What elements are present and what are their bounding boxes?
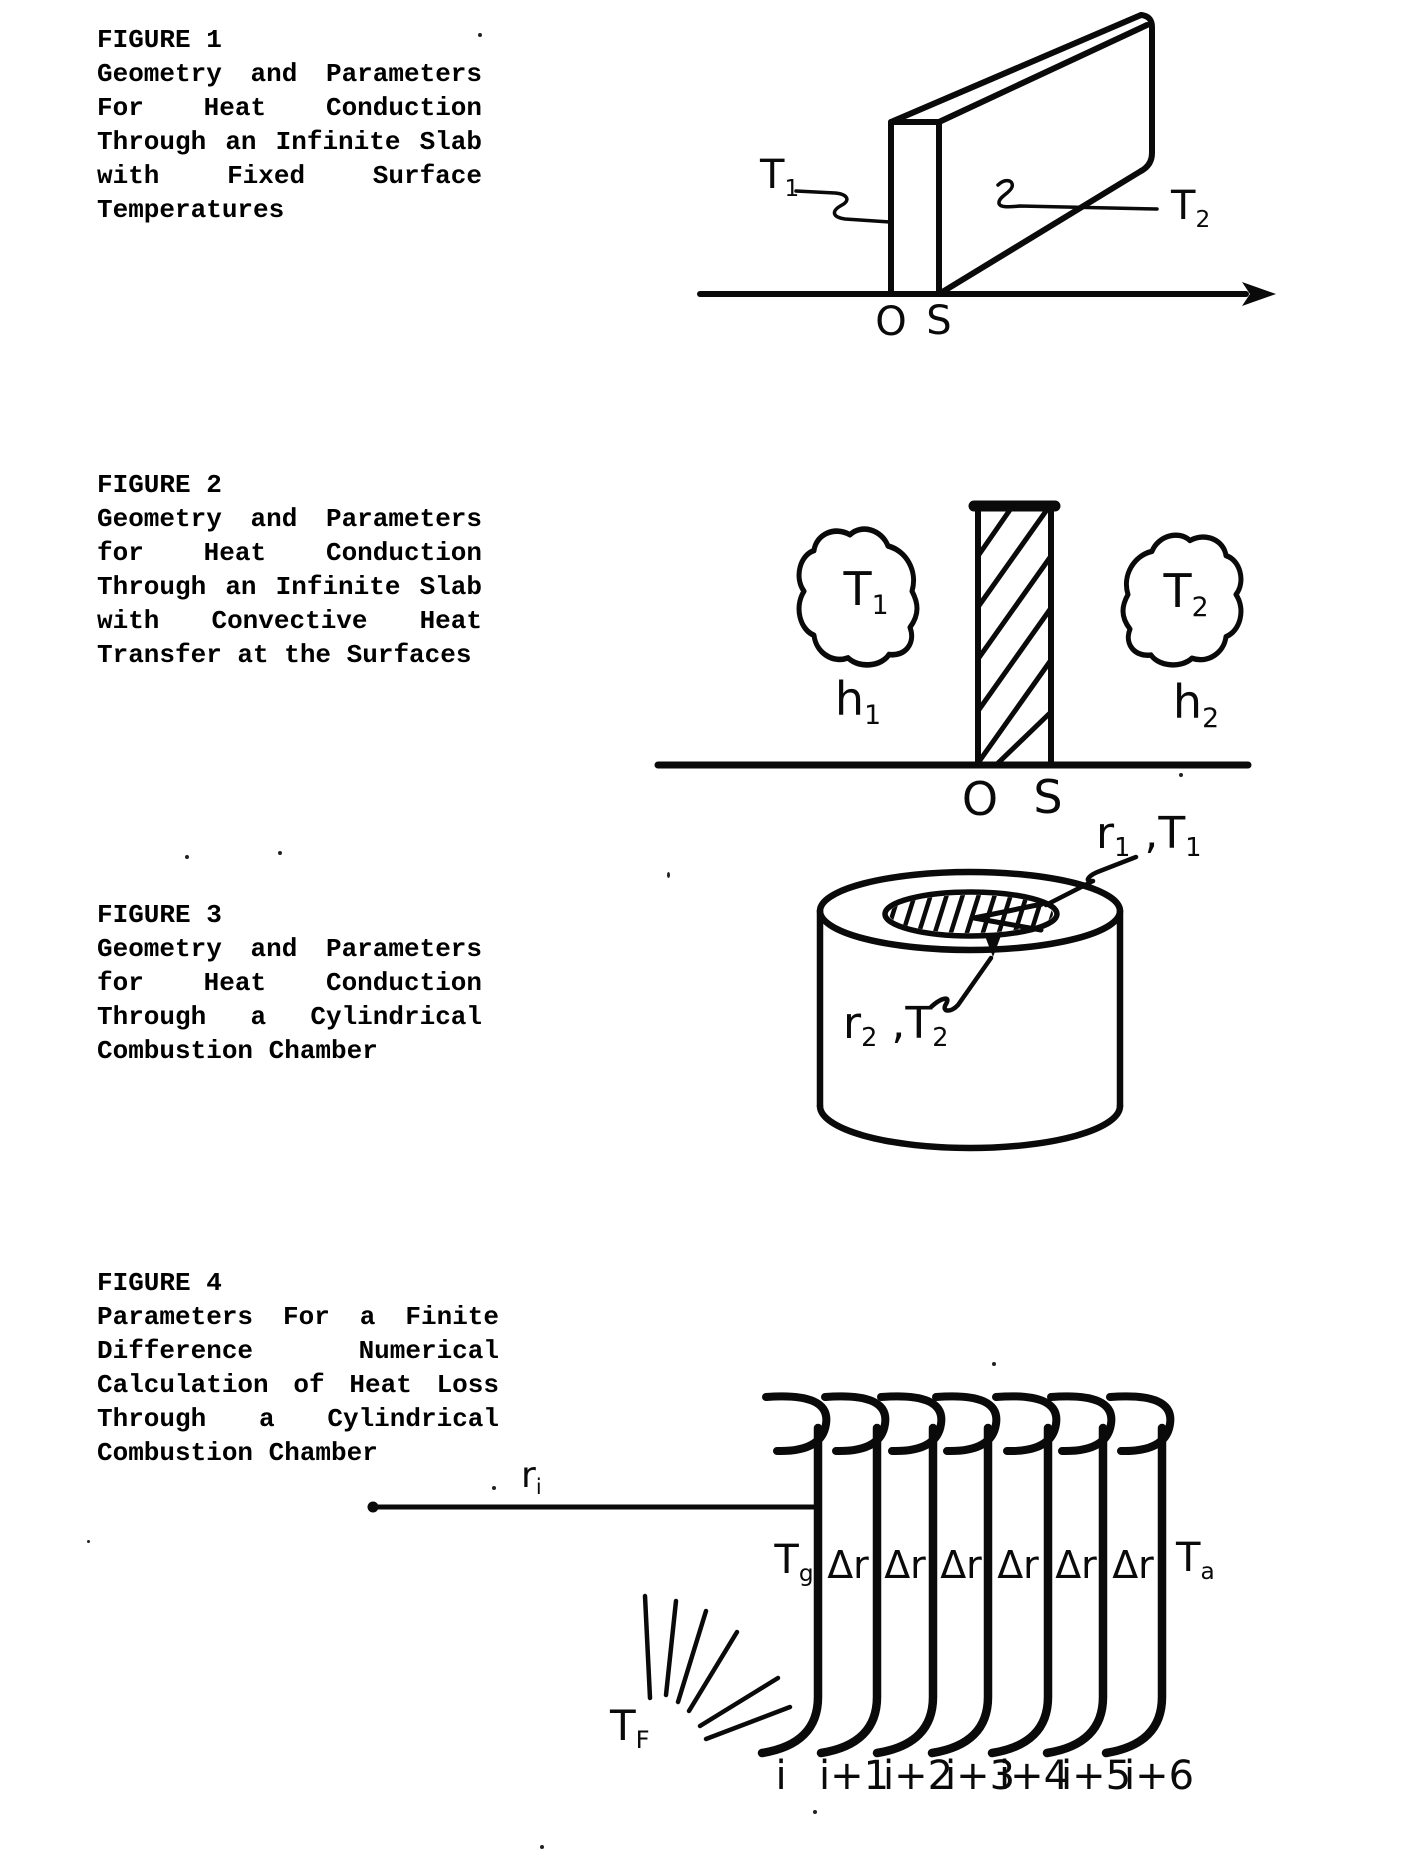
caption-line: with Convective Heat — [97, 606, 482, 636]
node-index-label: i+2 — [882, 1753, 954, 1799]
caption-line: Through a Cylindrical — [97, 1404, 499, 1434]
slab-hatching — [978, 504, 1051, 765]
caption-line: Geometry and Parameters — [97, 504, 482, 534]
figure-4-title: FIGURE 4 — [97, 1268, 222, 1298]
slab-bottom-right-edge — [939, 171, 1141, 294]
caption-line: For Heat Conduction — [97, 93, 482, 123]
caption-line: Temperatures — [97, 195, 285, 225]
caption-line: with Fixed Surface — [97, 161, 482, 191]
caption-line: Parameters For a Finite — [97, 1302, 499, 1332]
scan-speckle — [540, 1845, 544, 1849]
delta-r-label: Δr — [1055, 1543, 1097, 1587]
figure-3-title: FIGURE 3 — [97, 900, 222, 930]
caption-line: Combustion Chamber — [97, 1036, 378, 1066]
caption-line: for Heat Conduction — [97, 968, 482, 998]
temperature-label-t1: T1 — [760, 152, 800, 202]
shell-top-arcs — [766, 1396, 1170, 1451]
origin-label: O — [875, 299, 907, 345]
inner-radius-temp-label-r1t1: r1 ,T1 — [1096, 808, 1202, 864]
delta-r-label: Δr — [940, 1543, 982, 1587]
scan-speckle — [185, 855, 189, 859]
slab-top-right-edge — [939, 25, 1147, 122]
thickness-label-s: S — [926, 298, 952, 344]
scan-speckle — [1179, 773, 1183, 777]
film-coefficient-label-h2: h2 — [1172, 675, 1220, 734]
caption-line: Through an Infinite Slab — [97, 127, 482, 157]
scan-speckle — [667, 872, 670, 878]
figure-1-caption — [97, 23, 482, 227]
film-coefficient-label-h1: h1 — [834, 672, 882, 731]
caption-line: Combustion Chamber — [97, 1438, 378, 1468]
caption-line: Calculation of Heat Loss — [97, 1370, 499, 1400]
temperature-label-t1: T1 — [843, 562, 889, 621]
temperature-label-t2: T2 — [1163, 564, 1209, 623]
delta-r-label: Δr — [827, 1543, 869, 1587]
caption-line: Through an Infinite Slab — [97, 572, 482, 602]
inner-radius-label-ri: ri — [521, 1455, 542, 1499]
thickness-label-s: S — [1033, 770, 1063, 824]
t1-leader-squiggle — [796, 191, 890, 222]
node-index-label: i+6 — [1123, 1753, 1195, 1799]
delta-r-label: Δr — [997, 1543, 1039, 1587]
delta-r-label: Δr — [884, 1543, 926, 1587]
scan-speckle — [992, 1362, 996, 1366]
caption-line: Transfer at the Surfaces — [97, 640, 472, 670]
origin-label: O — [961, 772, 999, 826]
scan-speckle — [492, 1486, 496, 1490]
caption-line: Geometry and Parameters — [97, 934, 482, 964]
caption-line: Geometry and Parameters — [97, 59, 482, 89]
node-index-label: i — [775, 1753, 787, 1799]
scan-speckle — [478, 33, 482, 37]
scan-speckle — [87, 1540, 90, 1543]
node-index-label: i+3 — [944, 1753, 1016, 1799]
figure-3-caption — [97, 898, 482, 1068]
caption-line: for Heat Conduction — [97, 538, 482, 568]
slab-far-edge — [1141, 15, 1152, 171]
node-index-label: i+4 — [998, 1753, 1070, 1799]
node-index-label: i+1 — [818, 1753, 890, 1799]
outer-radius-temp-label-r2t2: r2 ,T2 — [843, 998, 949, 1054]
figure-1-title: FIGURE 1 — [97, 25, 222, 55]
ambient-temperature-label-ta: Ta — [1176, 1535, 1215, 1585]
node-index-label: i+5 — [1060, 1753, 1132, 1799]
temperature-label-t2: T2 — [1171, 183, 1211, 233]
cylinder-bottom — [820, 1106, 1120, 1148]
gas-temperature-label-tg: Tg — [774, 1537, 814, 1587]
flame-temperature-label-tf: TF — [610, 1701, 650, 1755]
delta-r-label: Δr — [1112, 1543, 1154, 1587]
rim-notch-mark — [985, 933, 1002, 957]
slab-front-face — [891, 122, 939, 294]
figure-2-title: FIGURE 2 — [97, 470, 222, 500]
slab-top-left-edge — [891, 15, 1141, 122]
figure-2-caption — [97, 468, 482, 672]
caption-line: Difference Numerical — [97, 1336, 499, 1366]
scan-speckle — [278, 851, 282, 855]
flame-rays — [645, 1596, 790, 1739]
shell-wall-lines — [762, 1428, 1162, 1753]
caption-line: Through a Cylindrical — [97, 1002, 482, 1032]
scan-speckle — [813, 1810, 817, 1814]
t2-leader-squiggle — [998, 181, 1157, 209]
